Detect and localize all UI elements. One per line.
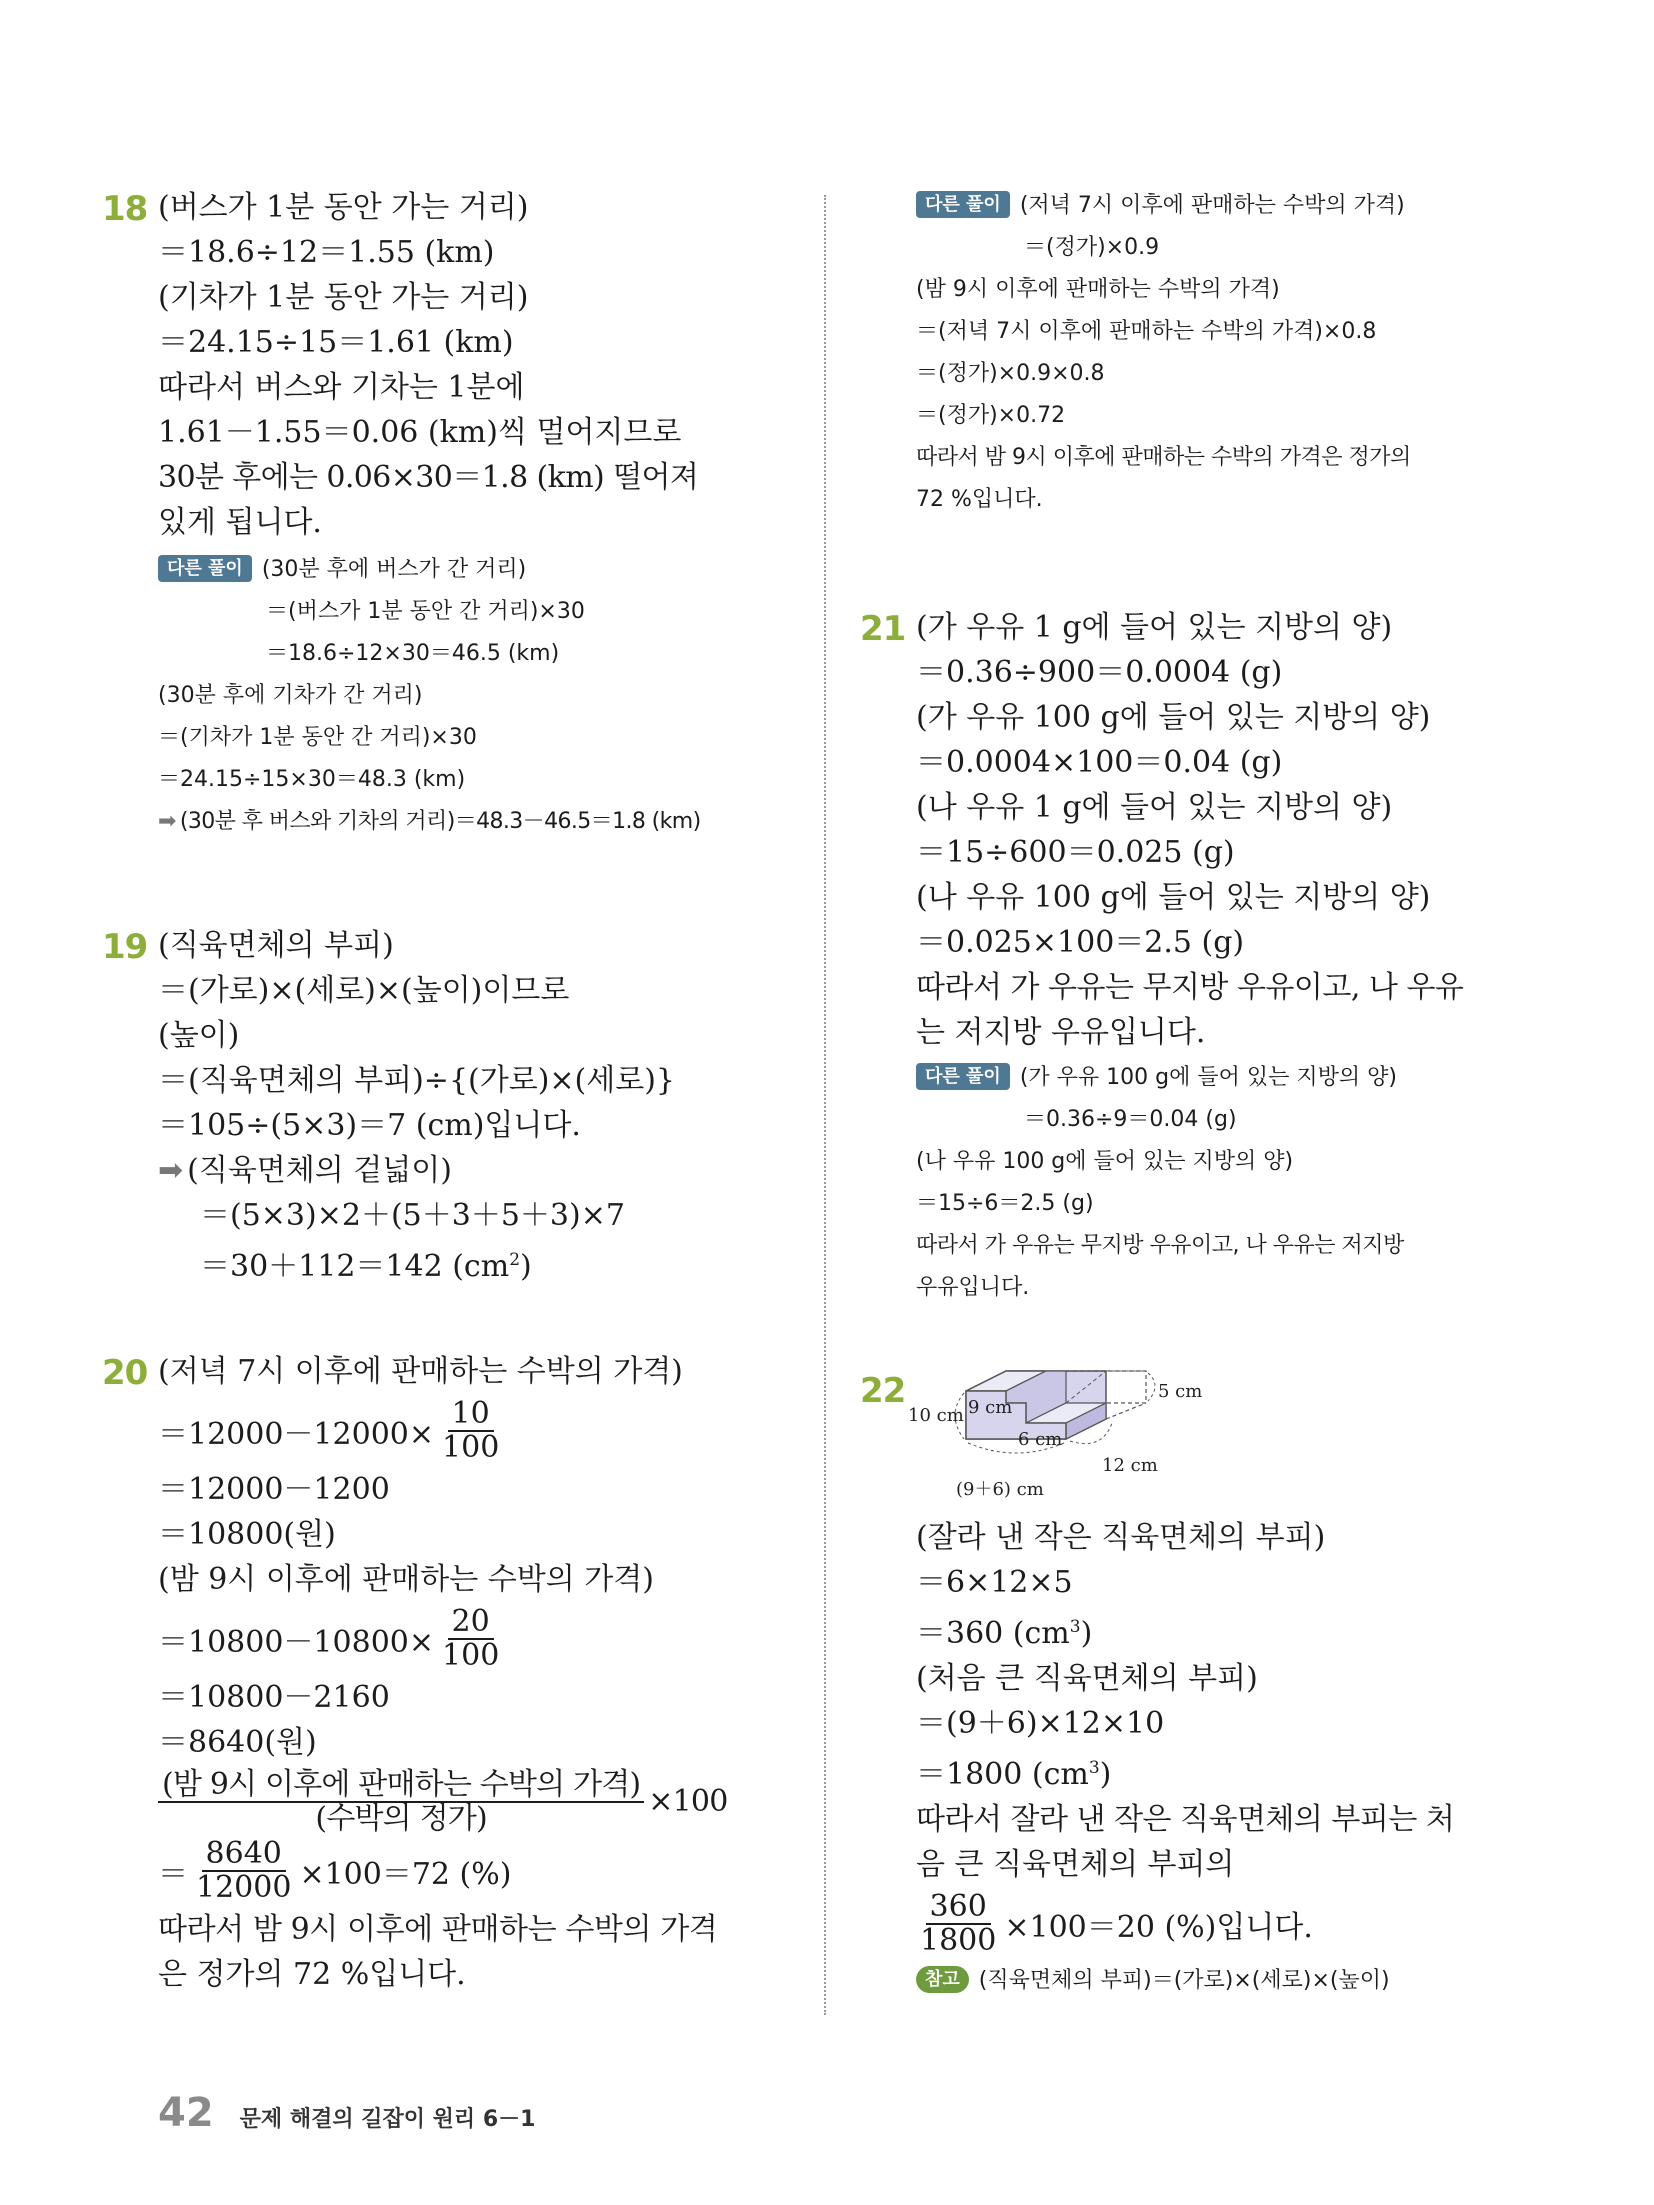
- solution-text: ＝360 (cm: [916, 1616, 1070, 1651]
- fraction: [916, 1891, 1000, 1956]
- alt-solution-text: (가 우유 100 g에 들어 있는 지방의 양): [1019, 1065, 1397, 1090]
- problem-21: [860, 605, 1506, 1309]
- solution-line: (버스가 1분 동안 가는 거리): [158, 190, 529, 225]
- denominator: 12000: [196, 1869, 292, 1905]
- solution-line: (높이): [158, 1018, 240, 1053]
- solution-line: ＝10800(원): [158, 1517, 336, 1552]
- fraction: [438, 1606, 503, 1671]
- alt-solution-line: [158, 801, 798, 843]
- alt-solution-line: [916, 185, 1506, 227]
- fraction: [438, 1398, 503, 1463]
- solution-line: 는 저지방 우유입니다.: [916, 1015, 1206, 1050]
- solution-text: ): [1080, 1616, 1093, 1651]
- numerator: 10: [448, 1398, 494, 1432]
- solution-line: ＝0.36÷900＝0.0004 (g): [916, 655, 1283, 690]
- alt-solution-badge: 다른 풀이: [158, 555, 252, 582]
- alt-solution-line: [158, 549, 798, 591]
- solution-text: ×100＝72 (%): [299, 1856, 512, 1892]
- problem-number: 20: [102, 1353, 148, 1393]
- alt-solution-line: ＝(정가)×0.9: [1024, 235, 1160, 260]
- denominator: 100: [442, 1429, 500, 1465]
- alt-solution-line: (나 우유 100 g에 들어 있는 지방의 양): [916, 1149, 1294, 1174]
- alt-solution-line: ＝15÷6＝2.5 (g): [916, 1191, 1094, 1216]
- solution-text: ＝30＋112＝142 (cm: [200, 1249, 510, 1284]
- label-depth-12: 12 cm: [1102, 1455, 1158, 1476]
- solution-line: ＝105÷(5×3)＝7 (cm)입니다.: [158, 1108, 581, 1143]
- solution-text: ×100＝20 (%)입니다.: [1004, 1909, 1313, 1945]
- denominator: 1800: [920, 1922, 997, 1958]
- label-width-9-plus-6: (9＋6) cm: [956, 1479, 1044, 1500]
- solution-text: ＝12000－12000×: [158, 1416, 435, 1452]
- alt-solution-line: ＝18.6÷12×30＝46.5 (km): [266, 641, 560, 666]
- problem-20-alt-solution: [916, 185, 1506, 521]
- alt-solution-line: ＝24.15÷15×30＝48.3 (km): [158, 767, 466, 792]
- label-width-6: 6 cm: [1018, 1429, 1063, 1450]
- solution-line: [916, 1746, 1506, 1797]
- book-title: 문제 해결의 길잡이 원리 6－1: [239, 2107, 536, 2132]
- denominator: (수박의 정가): [315, 1800, 487, 1836]
- superscript: 3: [1088, 1758, 1100, 1778]
- problem-19: [102, 923, 798, 1289]
- numerator: 20: [448, 1606, 494, 1640]
- solution-line: ＝10800－2160: [158, 1680, 390, 1715]
- cuboid-figure: [906, 1367, 1226, 1515]
- solution-line: (저녁 7시 이후에 판매하는 수박의 가격): [158, 1354, 683, 1389]
- alt-solution-badge: 다른 풀이: [916, 191, 1010, 218]
- solution-line: ＝18.6÷12＝1.55 (km): [158, 235, 495, 270]
- solution-line: 따라서 잘라 낸 작은 직육면체의 부피는 처: [916, 1802, 1455, 1837]
- alt-solution-line: 따라서 밤 9시 이후에 판매하는 수박의 가격은 정가의: [916, 445, 1411, 470]
- problem-number: 21: [860, 609, 906, 649]
- alt-solution-line: ＝0.36÷9＝0.04 (g): [1024, 1107, 1237, 1132]
- solution-line: ＝(5×3)×2＋(5＋3＋5＋3)×7: [200, 1198, 625, 1233]
- solution-line: [916, 1605, 1506, 1656]
- alt-solution-line: 따라서 가 우유는 무지방 우유이고, 나 우유는 저지방: [916, 1233, 1404, 1258]
- solution-text: ＝1800 (cm: [916, 1757, 1089, 1792]
- label-height-9: 9 cm: [968, 1397, 1013, 1418]
- solution-line: 있게 됩니다.: [158, 505, 322, 540]
- solution-line: ＝15÷600＝0.025 (g): [916, 835, 1235, 870]
- solution-line: (기차가 1분 동안 가는 거리): [158, 280, 529, 315]
- solution-text: ): [520, 1249, 532, 1284]
- numerator: 360: [926, 1891, 991, 1925]
- solution-line: (가 우유 100 g에 들어 있는 지방의 양): [916, 700, 1431, 735]
- alt-solution-text: (30분 후에 버스가 간 거리): [261, 557, 527, 582]
- right-column: [860, 185, 1506, 2002]
- alt-solution-line: 우유입니다.: [916, 1275, 1030, 1300]
- solution-line: ＝(9＋6)×12×10: [916, 1706, 1165, 1741]
- solution-line: (잘라 낸 작은 직육면체의 부피): [916, 1520, 1326, 1555]
- problem-20: [102, 1349, 798, 1997]
- solution-text: (직육면체의 겉넓이): [187, 1153, 452, 1188]
- solution-line: [158, 1148, 798, 1193]
- problem-number: 19: [102, 927, 148, 967]
- fraction-line: [158, 1398, 798, 1463]
- solution-line: ＝0.0004×100＝0.04 (g): [916, 745, 1283, 780]
- denominator: 100: [442, 1637, 500, 1673]
- problem-number: 22: [860, 1371, 906, 1411]
- alt-solution-line: ＝(기차가 1분 동안 간 거리)×30: [158, 725, 477, 750]
- solution-line: ＝(직육면체의 부피)÷{(가로)×(세로)}: [158, 1063, 675, 1098]
- alt-solution-line: 72 %입니다.: [916, 487, 1043, 512]
- solution-line: 따라서 가 우유는 무지방 우유이고, 나 우유: [916, 970, 1464, 1005]
- solution-line: 따라서 밤 9시 이후에 판매하는 수박의 가격: [158, 1912, 718, 1947]
- alt-solution-text: (저녁 7시 이후에 판매하는 수박의 가격): [1019, 193, 1405, 218]
- solution-line: 따라서 버스와 기차는 1분에: [158, 370, 525, 405]
- solution-text: ×100: [648, 1784, 728, 1819]
- fraction: [192, 1838, 295, 1903]
- fraction-line: [916, 1891, 1506, 1956]
- numerator: (밤 9시 이후에 판매하는 수박의 가격): [158, 1769, 644, 1803]
- alt-solution-line: ＝(저녁 7시 이후에 판매하는 수박의 가격)×0.8: [916, 319, 1377, 344]
- solution-line: 30분 후에는 0.06×30＝1.8 (km) 떨어져: [158, 460, 699, 495]
- left-column: [102, 185, 798, 1997]
- superscript: 3: [1069, 1617, 1081, 1637]
- alt-solution-badge: 다른 풀이: [916, 1063, 1010, 1090]
- solution-line: ＝8640(원): [158, 1725, 317, 1760]
- note-text: (직육면체의 부피)＝(가로)×(세로)×(높이): [978, 1968, 1390, 1993]
- column-divider: [824, 195, 826, 2015]
- fraction: [158, 1769, 644, 1834]
- fraction-line: [158, 1769, 798, 1834]
- arrow-right-icon: ➡: [158, 809, 176, 834]
- solution-line: 음 큰 직육면체의 부피의: [916, 1847, 1235, 1882]
- alt-solution-line: (30분 후에 기차가 간 거리): [158, 683, 423, 708]
- solution-text: ): [1099, 1757, 1112, 1792]
- note-badge: 참고: [916, 1966, 969, 1993]
- solution-text: ＝: [158, 1856, 188, 1892]
- solution-line: (처음 큰 직육면체의 부피): [916, 1661, 1258, 1696]
- numerator: 8640: [202, 1838, 286, 1872]
- problem-18: [102, 185, 798, 843]
- solution-line: ＝0.025×100＝2.5 (g): [916, 925, 1245, 960]
- solution-line: (직육면체의 부피): [158, 928, 394, 963]
- alt-solution-line: ＝(버스가 1분 동안 간 거리)×30: [266, 599, 585, 624]
- alt-solution-line: [916, 1057, 1506, 1099]
- note-line: [916, 1960, 1506, 2002]
- page-footer: [158, 2090, 535, 2136]
- solution-line: ＝12000－1200: [158, 1472, 390, 1507]
- alt-solution-text: (30분 후 버스와 기차의 거리)＝48.3－46.5＝1.8 (km): [179, 809, 701, 834]
- problem-number: 18: [102, 189, 148, 229]
- solution-line: ＝24.15÷15＝1.61 (km): [158, 325, 514, 360]
- alt-solution-line: ＝(정가)×0.72: [916, 403, 1066, 428]
- solution-line: 1.61－1.55＝0.06 (km)씩 멀어지므로: [158, 415, 682, 450]
- alt-solution-line: ＝(정가)×0.9×0.8: [916, 361, 1105, 386]
- fraction-line: [158, 1606, 798, 1671]
- superscript: 2: [509, 1250, 521, 1270]
- fraction-line: [158, 1838, 798, 1903]
- solution-line: (나 우유 100 g에 들어 있는 지방의 양): [916, 880, 1431, 915]
- solution-line: ＝6×12×5: [916, 1565, 1073, 1600]
- problem-22: [860, 1367, 1506, 2002]
- solution-line: [158, 1238, 798, 1289]
- page-number: 42: [158, 2090, 214, 2136]
- alt-solution-line: (밤 9시 이후에 판매하는 수박의 가격): [916, 277, 1280, 302]
- solution-line: (밤 9시 이후에 판매하는 수박의 가격): [158, 1562, 654, 1597]
- solution-text: ＝10800－10800×: [158, 1624, 435, 1660]
- solution-line: (가 우유 1 g에 들어 있는 지방의 양): [916, 610, 1393, 645]
- label-height-10: 10 cm: [908, 1405, 964, 1426]
- solution-line: 은 정가의 72 %입니다.: [158, 1957, 466, 1992]
- arrow-right-icon: ➡: [158, 1153, 184, 1188]
- solution-line: (나 우유 1 g에 들어 있는 지방의 양): [916, 790, 1393, 825]
- solution-line: ＝(가로)×(세로)×(높이)이므로: [158, 973, 570, 1008]
- label-depth-5: 5 cm: [1158, 1381, 1203, 1402]
